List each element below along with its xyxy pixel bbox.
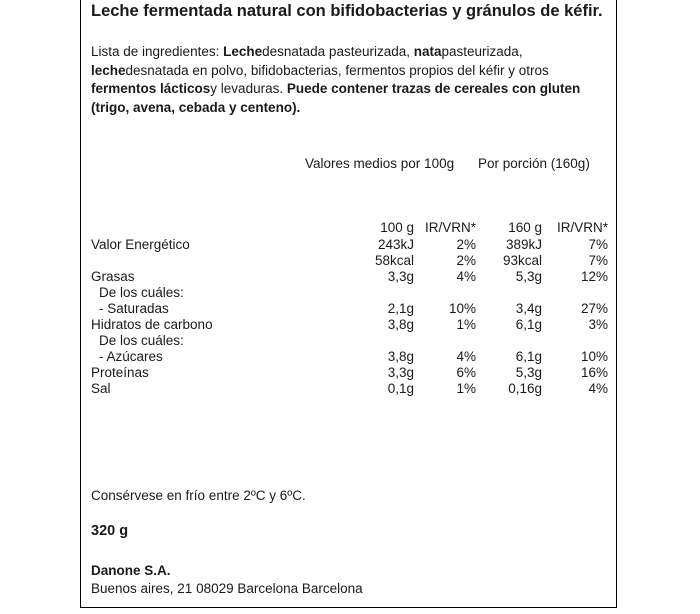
value-100g: 243kJ xyxy=(377,237,414,252)
company-address: Buenos aires, 21 08029 Barcelona Barcelona xyxy=(91,581,363,596)
ir-portion: 10% xyxy=(580,349,608,364)
value-100g: 58kcal xyxy=(374,253,414,268)
ir-100g: 1% xyxy=(456,317,476,332)
table-row xyxy=(91,333,608,349)
table-row xyxy=(91,349,608,365)
ingredient-bold: nata xyxy=(413,44,442,59)
value-100g: 0,1g xyxy=(387,381,414,396)
subheader-ir-160g: IR/VRN* xyxy=(556,220,608,235)
ingredients-prefix: Lista de ingredientes: xyxy=(91,44,224,59)
subheader-100g: 100 g xyxy=(380,220,414,235)
nutrient-label: Hidratos de carbono xyxy=(91,317,213,332)
value-100g: 3,8g xyxy=(387,317,414,332)
subheader-160g: 160 g xyxy=(508,220,542,235)
value-portion: 5,3g xyxy=(515,365,542,380)
nutrient-label: Proteínas xyxy=(91,365,149,380)
ir-portion: 7% xyxy=(588,253,608,268)
subheader-ir-100g: IR/VRN* xyxy=(424,220,476,235)
header-per-100g: Valores medios por 100g xyxy=(305,156,455,171)
net-weight: 320 g xyxy=(91,523,129,539)
value-portion: 0,16g xyxy=(508,381,542,396)
table-row xyxy=(91,285,608,301)
ir-100g: 2% xyxy=(456,253,476,268)
ir-portion: 4% xyxy=(588,381,608,396)
ingredients-list xyxy=(91,43,611,117)
table-row xyxy=(91,317,608,333)
value-100g: 3,3g xyxy=(387,365,414,380)
ingredient-bold: leche xyxy=(91,62,126,78)
ingredient-text: desnatada pasteurizada, xyxy=(262,44,414,59)
ir-portion: 12% xyxy=(580,269,608,284)
value-portion: 6,1g xyxy=(515,317,542,332)
ir-100g: 4% xyxy=(456,349,476,364)
header-per-portion: Por porción (160g) xyxy=(478,156,590,171)
nutrient-label: Sal xyxy=(91,381,111,396)
nutrient-label: De los cuáles: xyxy=(99,285,184,300)
ir-portion: 16% xyxy=(580,365,608,380)
nutrient-label: - Saturadas xyxy=(99,301,169,316)
ir-100g: 10% xyxy=(448,301,476,316)
ir-100g: 2% xyxy=(456,237,476,252)
ingredient-bold: Leche xyxy=(223,44,263,59)
table-row xyxy=(91,365,608,381)
label-frame xyxy=(80,0,617,608)
allergen-warning: Puede contener trazas de cereales con gluten (trigo, avena, cebada y centeno). xyxy=(91,81,581,115)
ingredient-text: desnatada en polvo, bifidobacterias, fermentos propios del kéfir y otros xyxy=(125,62,549,78)
nutrient-label: De los cuáles: xyxy=(99,333,184,348)
ingredient-text: y levaduras. xyxy=(210,81,287,96)
table-row xyxy=(91,237,608,253)
company-name: Danone S.A. xyxy=(91,563,171,578)
nutrient-label: - Azúcares xyxy=(99,349,163,364)
value-portion: 5,3g xyxy=(515,269,542,284)
table-row xyxy=(91,253,608,269)
ir-portion: 3% xyxy=(588,317,608,332)
storage-instructions: Consérvese en frío entre 2ºC y 6ºC. xyxy=(91,488,306,503)
ingredient-bold: fermentos lácticos xyxy=(91,81,211,96)
ir-portion: 7% xyxy=(588,237,608,252)
table-subheader xyxy=(91,220,608,236)
nutrient-label: Grasas xyxy=(91,269,135,284)
value-portion: 3,4g xyxy=(515,301,542,316)
value-portion: 389kJ xyxy=(505,237,542,252)
ir-100g: 6% xyxy=(456,365,476,380)
value-100g: 3,3g xyxy=(387,269,414,284)
nutrient-label: Valor Energético xyxy=(91,237,190,252)
table-row xyxy=(91,301,608,317)
value-100g: 3,8g xyxy=(387,349,414,364)
value-100g: 2,1g xyxy=(387,301,414,316)
table-row xyxy=(91,269,608,285)
product-title: Leche fermentada natural con bifidobacterias y gránulos de kéfir. xyxy=(91,2,603,20)
ir-100g: 1% xyxy=(456,381,476,396)
ir-100g: 4% xyxy=(456,269,476,284)
value-portion: 6,1g xyxy=(515,349,542,364)
ir-portion: 27% xyxy=(580,301,608,316)
ingredient-text: pasteurizada, xyxy=(441,44,523,59)
value-portion: 93kcal xyxy=(502,253,542,268)
table-row xyxy=(91,381,608,397)
